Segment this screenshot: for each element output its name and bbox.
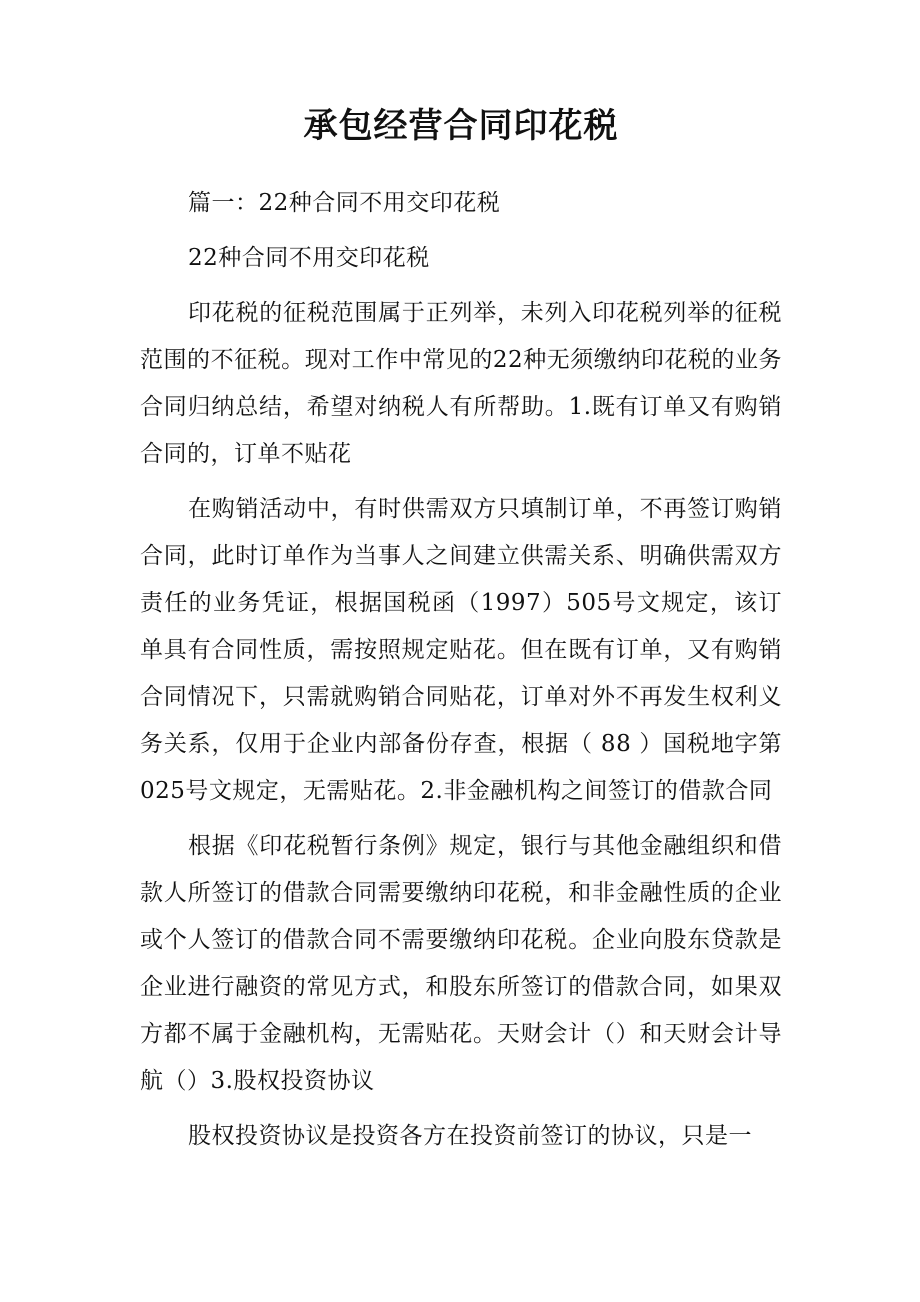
paragraph-subheading: 22种合同不用交印花税 bbox=[188, 245, 430, 271]
paragraph-section-heading: 篇一：22种合同不用交印花税 bbox=[188, 190, 501, 216]
paragraph-loans: 根据《印花税暂行条例》规定，银行与其他金融组织和借款人所签订的借款合同需要缴纳印花税，和非金融性质的企业或个人签订的借款合同不需要缴纳印花税。企业向股东贷款是企业进行融资的常见方式，和股东所签订的借款合同，如果双方都不属于金融机构，无需贴花。天财会计（）和天财会计导航（）3.股权投资协议 bbox=[140, 833, 782, 1094]
paragraph-intro: 印花税的征税范围属于正列举，未列入印花税列举的征税范围的不征税。现对工作中常见的22种无须缴纳印花税的业务合同归纳总结，希望对纳税人有所帮助。1.既有订单又有购销合同的，订单不贴花 bbox=[140, 300, 782, 467]
paragraph-orders: 在购销活动中，有时供需双方只填制订单，不再签订购销合同，此时订单作为当事人之间建立供需关系、明确供需双方责任的业务凭证，根据国税函（1997）505号文规定，该订单具有合同性质，需按照规定贴花。但在既有订单，又有购销合同情况下，只需就购销合同贴花，订单对外不再发生权利义务关系，仅用于企业内部备份存查，根据（ 88 ）国税地字第025号文规定，无需贴花。2.非金融机构之间签订的借款合同 bbox=[140, 496, 782, 804]
paragraph-equity: 股权投资协议是投资各方在投资前签订的协议，只是一 bbox=[188, 1123, 752, 1149]
document-title: 承包经营合同印花税 bbox=[303, 106, 619, 146]
